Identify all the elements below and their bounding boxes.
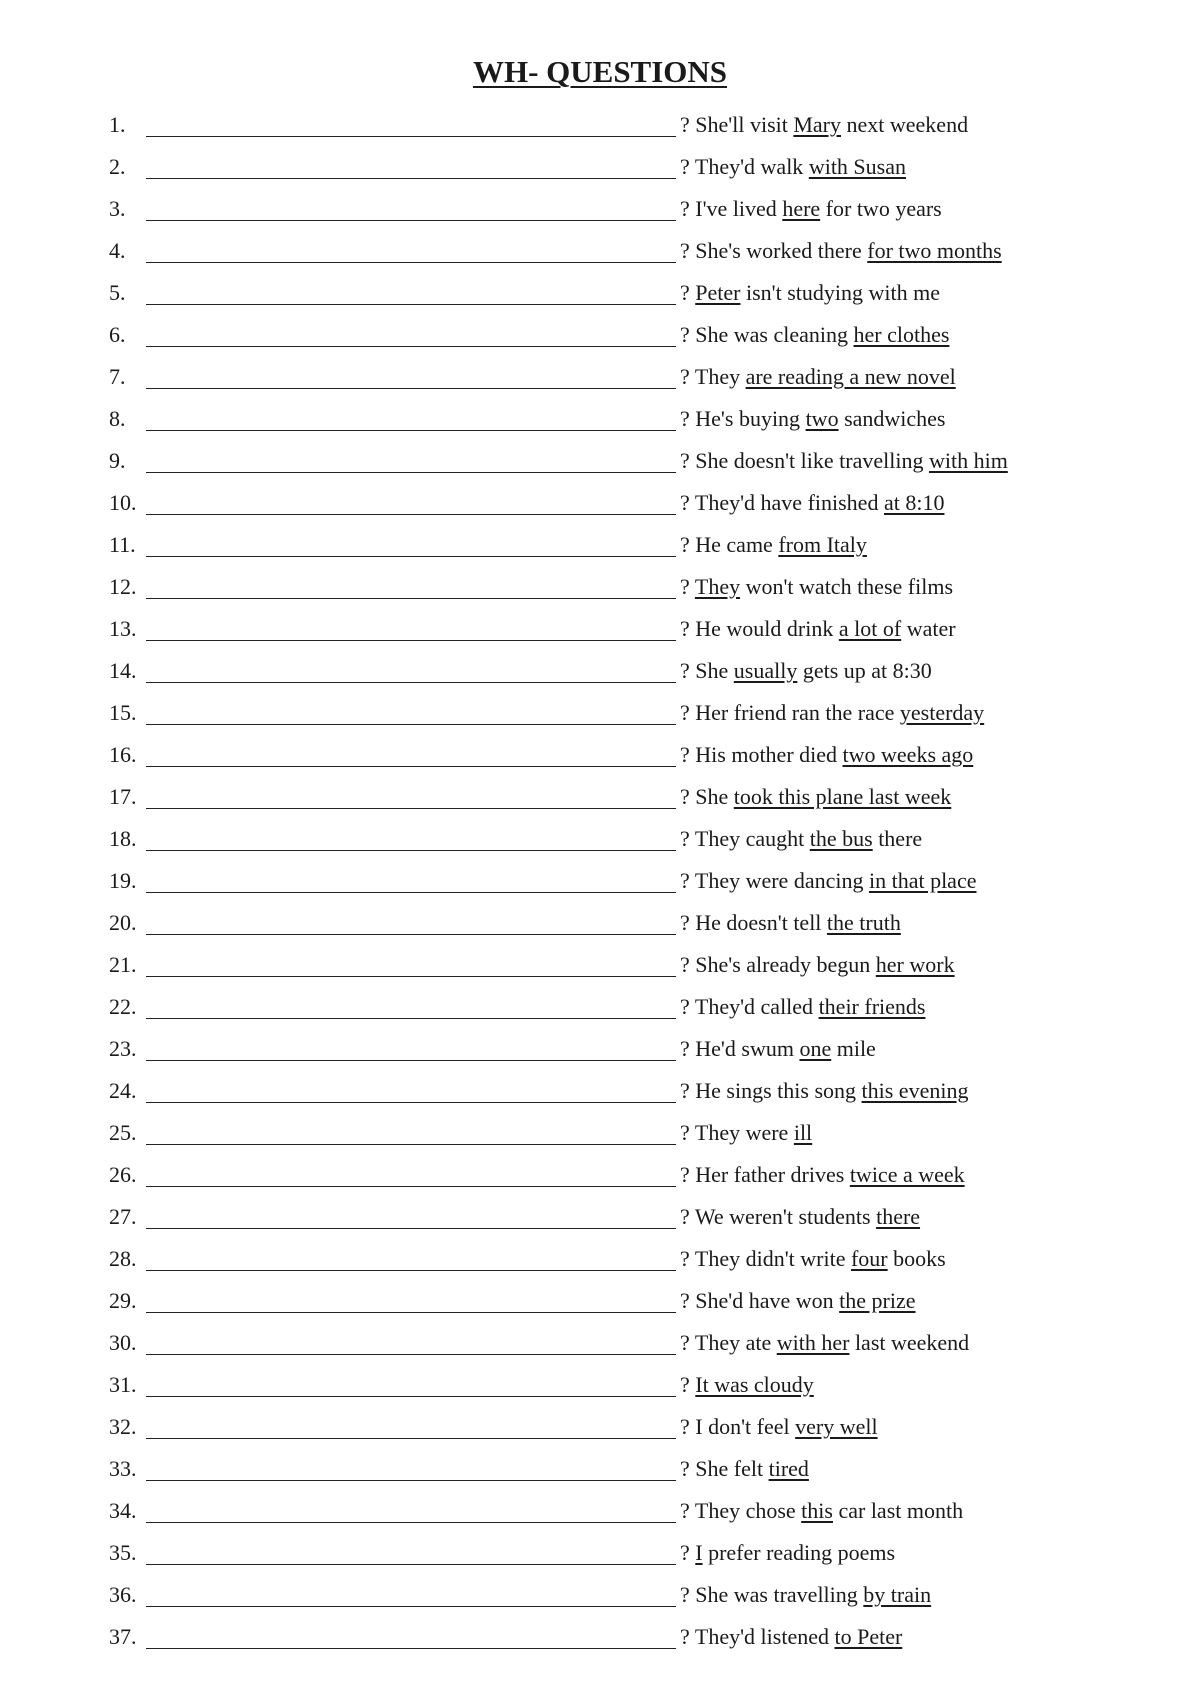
question-mark: ? — [680, 280, 696, 305]
sentence-text: I've lived here for two years — [695, 196, 942, 221]
question-number: 14. — [109, 658, 137, 683]
question-number: 16. — [109, 742, 137, 767]
underlined-answer: with her — [776, 1330, 850, 1355]
question-row — [0, 444, 1200, 486]
question-mark: ? — [680, 1330, 695, 1355]
question-mark: ? — [680, 658, 696, 683]
answer-blank-line[interactable] — [146, 1438, 676, 1439]
sentence-text: She doesn't like travelling with him — [695, 448, 1008, 473]
answer-blank-line[interactable] — [146, 724, 676, 725]
answer-sentence — [680, 322, 949, 348]
question-row — [0, 948, 1200, 990]
answer-blank-line[interactable] — [146, 640, 676, 641]
answer-sentence — [680, 448, 1008, 474]
question-mark: ? — [680, 574, 695, 599]
question-mark: ? — [680, 448, 696, 473]
question-number: 11. — [109, 532, 136, 557]
answer-sentence — [680, 952, 955, 978]
underlined-answer: with Susan — [808, 154, 906, 179]
answer-blank-line[interactable] — [146, 220, 676, 221]
answer-blank-line[interactable] — [146, 1606, 676, 1607]
question-number: 15. — [109, 700, 137, 725]
sentence-text: She's already begun her work — [695, 952, 955, 977]
sentence-text: They'd listened to Peter — [694, 1624, 903, 1649]
question-row — [0, 1032, 1200, 1074]
answer-blank-line[interactable] — [146, 1354, 676, 1355]
answer-sentence — [680, 238, 1002, 264]
question-row — [0, 696, 1200, 738]
sentence-text: He would drink a lot of water — [695, 616, 956, 641]
underlined-answer: It was cloudy — [695, 1372, 814, 1397]
answer-blank-line[interactable] — [146, 346, 676, 347]
question-row — [0, 738, 1200, 780]
underlined-answer: two weeks ago — [842, 742, 974, 767]
sentence-text: She usually gets up at 8:30 — [695, 658, 932, 683]
question-mark: ? — [680, 1372, 696, 1397]
sentence-text: They'd have finished at 8:10 — [694, 490, 945, 515]
question-row — [0, 150, 1200, 192]
underlined-answer: one — [799, 1036, 832, 1061]
answer-blank-line[interactable] — [146, 1228, 676, 1229]
sentence-text: They won't watch these films — [694, 574, 953, 599]
question-number: 12. — [109, 574, 137, 599]
answer-sentence — [680, 700, 984, 726]
sentence-text: They were ill — [694, 1120, 813, 1145]
sentence-text: They'd called their friends — [694, 994, 926, 1019]
sentence-text: I don't feel very well — [695, 1414, 878, 1439]
question-row — [0, 780, 1200, 822]
answer-sentence — [680, 112, 968, 138]
answer-blank-line[interactable] — [146, 178, 676, 179]
answer-blank-line[interactable] — [146, 892, 676, 893]
question-row — [0, 612, 1200, 654]
question-mark: ? — [680, 1078, 696, 1103]
question-row — [0, 1158, 1200, 1200]
question-row — [0, 1116, 1200, 1158]
question-row — [0, 1326, 1200, 1368]
question-row — [0, 1242, 1200, 1284]
question-row — [0, 1410, 1200, 1452]
question-number: 7. — [109, 364, 126, 389]
underlined-answer: her clothes — [853, 322, 950, 347]
question-number: 19. — [109, 868, 137, 893]
answer-sentence — [680, 490, 944, 516]
question-number: 24. — [109, 1078, 137, 1103]
question-row — [0, 402, 1200, 444]
sentence-text: His mother died two weeks ago — [695, 742, 974, 767]
answer-blank-line[interactable] — [146, 1480, 676, 1481]
question-mark: ? — [680, 1162, 696, 1187]
answer-blank-line[interactable] — [146, 1270, 676, 1271]
question-mark: ? — [680, 112, 696, 137]
question-mark: ? — [680, 742, 696, 767]
question-number: 6. — [109, 322, 126, 347]
answer-sentence — [680, 826, 922, 852]
question-mark: ? — [680, 784, 696, 809]
question-number: 18. — [109, 826, 137, 851]
answer-blank-line[interactable] — [146, 430, 676, 431]
sentence-text: Her father drives twice a week — [695, 1162, 965, 1187]
question-number: 3. — [109, 196, 126, 221]
underlined-answer: with him — [928, 448, 1008, 473]
question-mark: ? — [680, 532, 696, 557]
answer-sentence — [680, 574, 953, 600]
underlined-answer: took this plane last week — [733, 784, 952, 809]
sentence-text: He'd swum one mile — [695, 1036, 876, 1061]
answer-blank-line[interactable] — [146, 472, 676, 473]
underlined-answer: at 8:10 — [883, 490, 945, 515]
question-number: 23. — [109, 1036, 137, 1061]
question-row — [0, 1494, 1200, 1536]
underlined-answer: the prize — [839, 1288, 916, 1313]
question-mark: ? — [680, 322, 696, 347]
answer-sentence — [680, 868, 976, 894]
question-mark: ? — [680, 1624, 695, 1649]
sentence-text: She was travelling by train — [695, 1582, 932, 1607]
underlined-answer: the bus — [809, 826, 873, 851]
question-number: 32. — [109, 1414, 137, 1439]
answer-blank-line[interactable] — [146, 304, 676, 305]
underlined-answer: in that place — [868, 868, 977, 893]
question-number: 36. — [109, 1582, 137, 1607]
question-row — [0, 906, 1200, 948]
question-mark: ? — [680, 1456, 696, 1481]
question-number: 4. — [109, 238, 126, 263]
question-row — [0, 1074, 1200, 1116]
question-mark: ? — [680, 952, 696, 977]
sentence-text: I prefer reading poems — [695, 1540, 896, 1565]
question-row — [0, 864, 1200, 906]
question-number: 35. — [109, 1540, 137, 1565]
sentence-text: He doesn't tell the truth — [695, 910, 901, 935]
question-row — [0, 192, 1200, 234]
question-row — [0, 276, 1200, 318]
underlined-answer: usually — [733, 658, 798, 683]
question-row — [0, 528, 1200, 570]
question-mark: ? — [680, 1246, 695, 1271]
answer-blank-line[interactable] — [146, 1312, 676, 1313]
question-number: 25. — [109, 1120, 137, 1145]
answer-blank-line[interactable] — [146, 682, 676, 683]
answer-blank-line[interactable] — [146, 1396, 676, 1397]
question-mark: ? — [680, 868, 695, 893]
answer-sentence — [680, 616, 956, 642]
answer-sentence — [680, 364, 956, 390]
sentence-text: He came from Italy — [695, 532, 867, 557]
question-row — [0, 654, 1200, 696]
sentence-text: She was cleaning her clothes — [695, 322, 950, 347]
underlined-answer: her work — [875, 952, 955, 977]
answer-blank-line[interactable] — [146, 808, 676, 809]
question-mark: ? — [680, 1498, 695, 1523]
question-number: 37. — [109, 1624, 137, 1649]
sentence-text: Peter isn't studying with me — [695, 280, 940, 305]
answer-blank-line[interactable] — [146, 556, 676, 557]
question-number: 9. — [109, 448, 126, 473]
answer-sentence — [680, 1288, 916, 1314]
answer-sentence — [680, 910, 901, 936]
question-mark: ? — [680, 406, 696, 431]
sentence-text: They are reading a new novel — [694, 364, 956, 389]
question-mark: ? — [680, 700, 696, 725]
sentence-text: He's buying two sandwiches — [695, 406, 946, 431]
answer-blank-line[interactable] — [146, 1144, 676, 1145]
page-title: WH- QUESTIONS — [472, 54, 728, 89]
underlined-answer: ill — [793, 1120, 813, 1145]
answer-blank-line[interactable] — [146, 1522, 676, 1523]
question-mark: ? — [680, 154, 695, 179]
sentence-text: He sings this song this evening — [695, 1078, 969, 1103]
question-mark: ? — [680, 994, 695, 1019]
answer-blank-line[interactable] — [146, 514, 676, 515]
answer-sentence — [680, 1582, 931, 1608]
underlined-answer: this — [801, 1498, 833, 1523]
question-number: 28. — [109, 1246, 137, 1271]
question-mark: ? — [680, 196, 696, 221]
underlined-answer: by train — [863, 1582, 932, 1607]
answer-sentence — [680, 1372, 814, 1398]
question-mark: ? — [680, 910, 696, 935]
sentence-text: They'd walk with Susan — [694, 154, 906, 179]
question-mark: ? — [680, 364, 695, 389]
question-mark: ? — [680, 1036, 696, 1061]
answer-sentence — [680, 1120, 812, 1146]
question-number: 26. — [109, 1162, 137, 1187]
question-row — [0, 1368, 1200, 1410]
answer-sentence — [680, 1456, 809, 1482]
question-row — [0, 1536, 1200, 1578]
answer-sentence — [680, 1330, 969, 1356]
answer-sentence — [680, 406, 945, 432]
question-mark: ? — [680, 826, 695, 851]
sentence-text: She'll visit Mary next weekend — [695, 112, 969, 137]
question-row — [0, 318, 1200, 360]
answer-blank-line[interactable] — [146, 1018, 676, 1019]
question-mark: ? — [680, 238, 696, 263]
answer-blank-line[interactable] — [146, 262, 676, 263]
underlined-answer: twice a week — [849, 1162, 965, 1187]
question-mark: ? — [680, 616, 696, 641]
question-row — [0, 1620, 1200, 1662]
question-number: 29. — [109, 1288, 137, 1313]
sentence-text: She's worked there for two months — [695, 238, 1002, 263]
answer-blank-line[interactable] — [146, 136, 676, 137]
sentence-text: They ate with her last weekend — [694, 1330, 970, 1355]
question-row — [0, 234, 1200, 276]
underlined-answer: I — [695, 1540, 703, 1565]
underlined-answer: two — [805, 406, 839, 431]
answer-sentence — [680, 280, 940, 306]
answer-sentence — [680, 1162, 965, 1188]
answer-blank-line[interactable] — [146, 976, 676, 977]
question-mark: ? — [680, 1204, 695, 1229]
question-number: 5. — [109, 280, 126, 305]
answer-sentence — [680, 784, 951, 810]
question-row — [0, 990, 1200, 1032]
underlined-answer: four — [850, 1246, 888, 1271]
underlined-answer: from Italy — [778, 532, 867, 557]
question-number: 8. — [109, 406, 126, 431]
answer-sentence — [680, 1036, 876, 1062]
answer-blank-line[interactable] — [146, 388, 676, 389]
underlined-answer: this evening — [861, 1078, 969, 1103]
underlined-answer: very well — [795, 1414, 878, 1439]
answer-sentence — [680, 658, 932, 684]
answer-blank-line[interactable] — [146, 1186, 676, 1187]
answer-blank-line[interactable] — [146, 598, 676, 599]
underlined-answer: Peter — [695, 280, 741, 305]
sentence-text: They caught the bus there — [694, 826, 923, 851]
answer-sentence — [680, 1414, 878, 1440]
question-row — [0, 108, 1200, 150]
underlined-answer: yesterday — [899, 700, 985, 725]
question-mark: ? — [680, 490, 695, 515]
question-row — [0, 822, 1200, 864]
question-row — [0, 1578, 1200, 1620]
answer-blank-line[interactable] — [146, 1102, 676, 1103]
answer-blank-line[interactable] — [146, 850, 676, 851]
question-row — [0, 360, 1200, 402]
question-mark: ? — [680, 1288, 696, 1313]
question-number: 33. — [109, 1456, 137, 1481]
question-row — [0, 1452, 1200, 1494]
answer-blank-line[interactable] — [146, 766, 676, 767]
question-row — [0, 1284, 1200, 1326]
answer-blank-line[interactable] — [146, 934, 676, 935]
underlined-answer: a lot of — [838, 616, 902, 641]
sentence-text — [695, 1372, 814, 1397]
question-number: 1. — [109, 112, 126, 137]
sentence-text: They were dancing in that place — [694, 868, 977, 893]
answer-sentence — [680, 742, 973, 768]
question-number: 2. — [109, 154, 126, 179]
answer-sentence — [680, 1078, 968, 1104]
underlined-answer: Mary — [793, 112, 842, 137]
underlined-answer: the truth — [826, 910, 901, 935]
underlined-answer: are reading a new novel — [745, 364, 956, 389]
underlined-answer: there — [876, 1204, 921, 1229]
answer-sentence — [680, 1204, 920, 1230]
underlined-answer: They — [694, 574, 741, 599]
question-row — [0, 570, 1200, 612]
answer-sentence — [680, 1498, 963, 1524]
sentence-text: They didn't write four books — [694, 1246, 946, 1271]
question-number: 20. — [109, 910, 137, 935]
question-number: 31. — [109, 1372, 137, 1397]
answer-sentence — [680, 532, 867, 558]
sentence-text: She took this plane last week — [695, 784, 952, 809]
question-number: 21. — [109, 952, 137, 977]
question-mark: ? — [680, 1582, 696, 1607]
answer-sentence — [680, 196, 942, 222]
answer-sentence — [680, 994, 925, 1020]
underlined-answer: to Peter — [834, 1624, 903, 1649]
answer-sentence — [680, 1540, 895, 1566]
question-number: 34. — [109, 1498, 137, 1523]
underlined-answer: tired — [768, 1456, 809, 1481]
answer-sentence — [680, 154, 906, 180]
question-number: 10. — [109, 490, 137, 515]
question-row — [0, 486, 1200, 528]
underlined-answer: here — [782, 196, 821, 221]
underlined-answer: for two months — [867, 238, 1002, 263]
question-mark: ? — [680, 1414, 696, 1439]
underlined-answer: their friends — [818, 994, 926, 1019]
answer-sentence — [680, 1624, 902, 1650]
sentence-text: They chose this car last month — [694, 1498, 964, 1523]
question-list — [0, 108, 1200, 1662]
question-mark: ? — [680, 1540, 696, 1565]
question-number: 27. — [109, 1204, 137, 1229]
question-row — [0, 1200, 1200, 1242]
answer-blank-line[interactable] — [146, 1564, 676, 1565]
sentence-text: She'd have won the prize — [695, 1288, 916, 1313]
sentence-text: We weren't students there — [694, 1204, 921, 1229]
question-number: 17. — [109, 784, 137, 809]
sentence-text: She felt tired — [695, 1456, 809, 1481]
sentence-text: Her friend ran the race yesterday — [695, 700, 985, 725]
question-number: 30. — [109, 1330, 137, 1355]
question-number: 13. — [109, 616, 137, 641]
question-number: 22. — [109, 994, 137, 1019]
answer-blank-line[interactable] — [146, 1648, 676, 1649]
question-mark: ? — [680, 1120, 695, 1145]
answer-blank-line[interactable] — [146, 1060, 676, 1061]
answer-sentence — [680, 1246, 946, 1272]
